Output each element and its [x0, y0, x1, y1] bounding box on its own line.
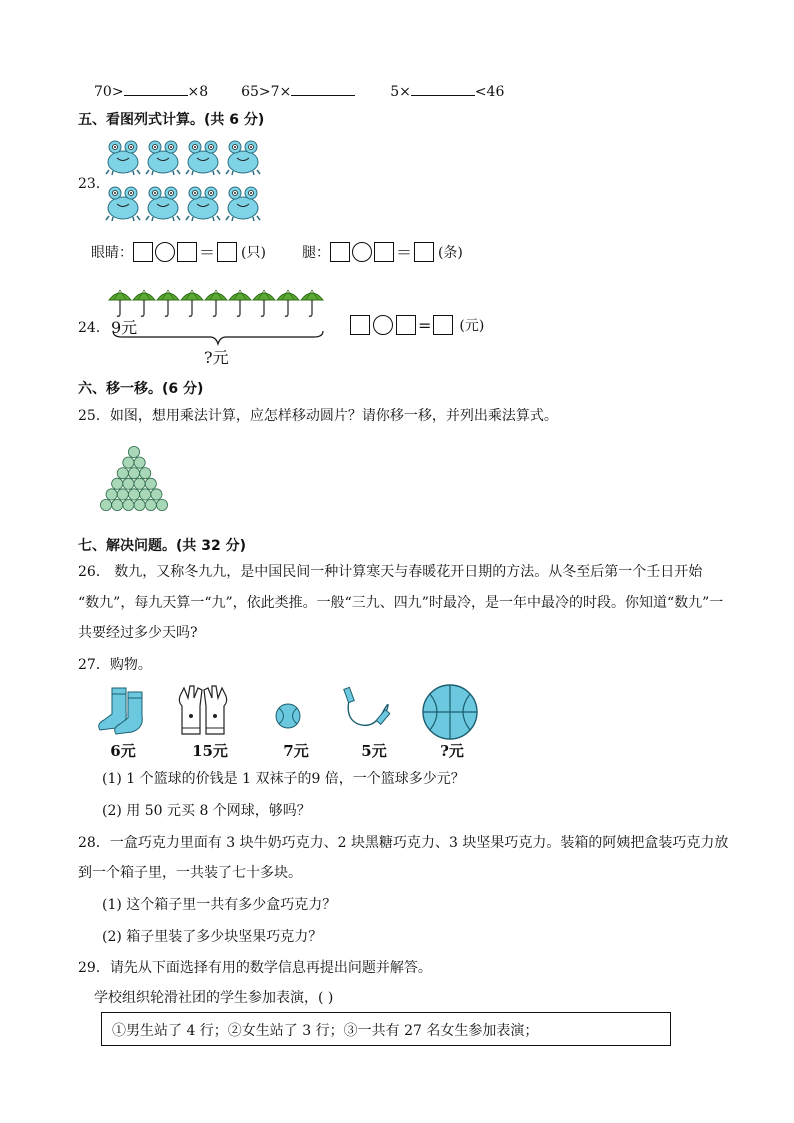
q24-box-2[interactable]: [396, 315, 416, 335]
circle-piece[interactable]: [123, 499, 134, 510]
circle-piece[interactable]: [140, 468, 151, 479]
circle-piece[interactable]: [112, 499, 123, 510]
q29-line: 学校组织轮滑社团的学生参加表演，( ): [94, 990, 334, 1006]
section-5-title: 五、看图列式计算。(共 6 分): [78, 112, 265, 128]
q28-line-1: 28．一盒巧克力里面有 3 块牛奶巧克力、2 块黑糖巧克力、3 块坚果巧克力。装箱的阿姨把盒装巧克力放: [78, 835, 729, 851]
q22a-left: 70>: [94, 84, 124, 100]
circle-piece[interactable]: [140, 489, 151, 500]
q26-line-2: “数九”，每九天算一“九”，依此类推。一般“三九、四九”时最冷，是一年中最冷的时段。你知道“数九”一: [78, 595, 724, 611]
legs-label: 腿：: [301, 244, 330, 261]
basketball-icon: [423, 685, 477, 739]
section-7-title: 七、解决问题。(共 32 分): [78, 538, 247, 554]
circle-piece[interactable]: [117, 489, 128, 500]
circle-piece[interactable]: [123, 457, 134, 468]
tennis-ball-icon: [276, 704, 300, 728]
q24-equals: =: [418, 315, 432, 335]
eyes-box-2[interactable]: [177, 242, 197, 262]
eyes-operator-circle[interactable]: [155, 242, 175, 262]
gloves-icon: [179, 686, 226, 734]
eyes-label: 眼睛：: [91, 244, 133, 261]
q25-triangle: [94, 446, 174, 520]
q22-line: [94, 84, 504, 100]
circle-piece[interactable]: [134, 499, 145, 510]
q28-sub-2: (2) 箱子里装了多少块坚果巧克力？: [102, 929, 323, 945]
jump-rope-icon: [344, 687, 390, 725]
legs-box-2[interactable]: [374, 242, 394, 262]
legs-operator-circle[interactable]: [352, 242, 372, 262]
circle-piece[interactable]: [134, 478, 145, 489]
frog-picture: [104, 134, 264, 228]
q22a-blank[interactable]: [124, 95, 188, 96]
shopping-items: [98, 684, 482, 742]
q25-text: 25．如图，想用乘法计算，应怎样移动圆片？请你移一移，并列出乘法算式。: [78, 408, 558, 424]
circle-piece[interactable]: [134, 457, 145, 468]
circle-piece[interactable]: [145, 478, 156, 489]
circle-piece[interactable]: [128, 489, 139, 500]
q24-answer-row: [350, 315, 484, 335]
umbrella-row-icon: [108, 286, 334, 320]
q24-total-label: ?元: [204, 348, 229, 367]
q24-number: 24．: [78, 320, 110, 336]
circle-piece[interactable]: [112, 478, 123, 489]
legs-equals: ＝: [395, 243, 412, 262]
eyes-box-1[interactable]: [133, 242, 153, 262]
basketball-price: ?元: [440, 742, 464, 760]
q22b-left: 65>7×: [241, 84, 292, 100]
q24-operator-circle[interactable]: [373, 315, 393, 335]
q29-info-text: ①男生站了 4 行；②女生站了 3 行；③一共有 27 名女生参加表演；: [112, 1023, 539, 1039]
q28-sub-1: (1) 这个箱子里一共有多少盒巧克力？: [102, 897, 337, 913]
umbrella-picture: [108, 286, 334, 324]
frog-group-icon: [104, 134, 264, 224]
q29-info-box: [101, 1012, 671, 1046]
circle-piece[interactable]: [106, 489, 117, 500]
legs-unit: (条): [437, 244, 463, 261]
q28-line-2: 到一个箱子里，一共装了七十多块。: [78, 865, 302, 881]
q24-price-label: 9元: [111, 318, 138, 337]
circle-piece[interactable]: [151, 489, 162, 500]
q29-title: 29．请先从下面选择有用的数学信息再提出问题并解答。: [78, 960, 432, 976]
circle-piece[interactable]: [128, 446, 139, 457]
q27-title: 27．购物。: [78, 657, 152, 673]
gloves-price: 15元: [192, 742, 228, 760]
socks-price: 6元: [110, 742, 136, 760]
eyes-result-box[interactable]: [217, 242, 237, 262]
brace-icon: [112, 330, 324, 346]
q27-sub-1: (1) 1 个篮球的价钱是 1 双袜子的9 倍，一个篮球多少元？: [102, 771, 465, 787]
q26-line-1: 26． 数九，又称冬九九，是中国民间一种计算寒天与春暖花开日期的方法。从冬至后第一个壬日开始: [78, 564, 703, 580]
eyes-unit: (只): [241, 244, 266, 261]
q27-sub-2: (2) 用 50 元买 8 个网球，够吗？: [102, 803, 311, 819]
circle-piece[interactable]: [123, 478, 134, 489]
q27-items: [98, 684, 482, 746]
q22b-blank[interactable]: [291, 95, 355, 96]
q26-line-3: 共要经过多少天吗?: [78, 625, 198, 641]
circle-piece[interactable]: [128, 468, 139, 479]
q24-result-box[interactable]: [433, 315, 453, 335]
jump-rope-price: 5元: [361, 742, 387, 760]
circle-piece[interactable]: [100, 499, 111, 510]
q22a-right: ×8: [187, 84, 209, 100]
eyes-equals: ＝: [199, 243, 216, 262]
circle-piece[interactable]: [117, 468, 128, 479]
q24-box-1[interactable]: [350, 315, 370, 335]
q22c-blank[interactable]: [411, 95, 475, 96]
legs-box-1[interactable]: [330, 242, 350, 262]
q22c-left: 5×: [390, 84, 411, 100]
section-6-title: 六、移一移。(6 分): [78, 381, 204, 397]
circle-piece[interactable]: [156, 499, 167, 510]
tennis-ball-price: 7元: [283, 742, 309, 760]
q24-unit: (元): [459, 318, 485, 334]
socks-icon: [99, 688, 143, 734]
q23-number: 23．: [78, 176, 110, 192]
q22c-right: <46: [474, 84, 505, 100]
q27-price-row: [93, 740, 482, 761]
q23-answer-row: [91, 240, 463, 263]
legs-result-box[interactable]: [414, 242, 434, 262]
circle-triangle-icon: [94, 446, 174, 516]
circle-piece[interactable]: [145, 499, 156, 510]
